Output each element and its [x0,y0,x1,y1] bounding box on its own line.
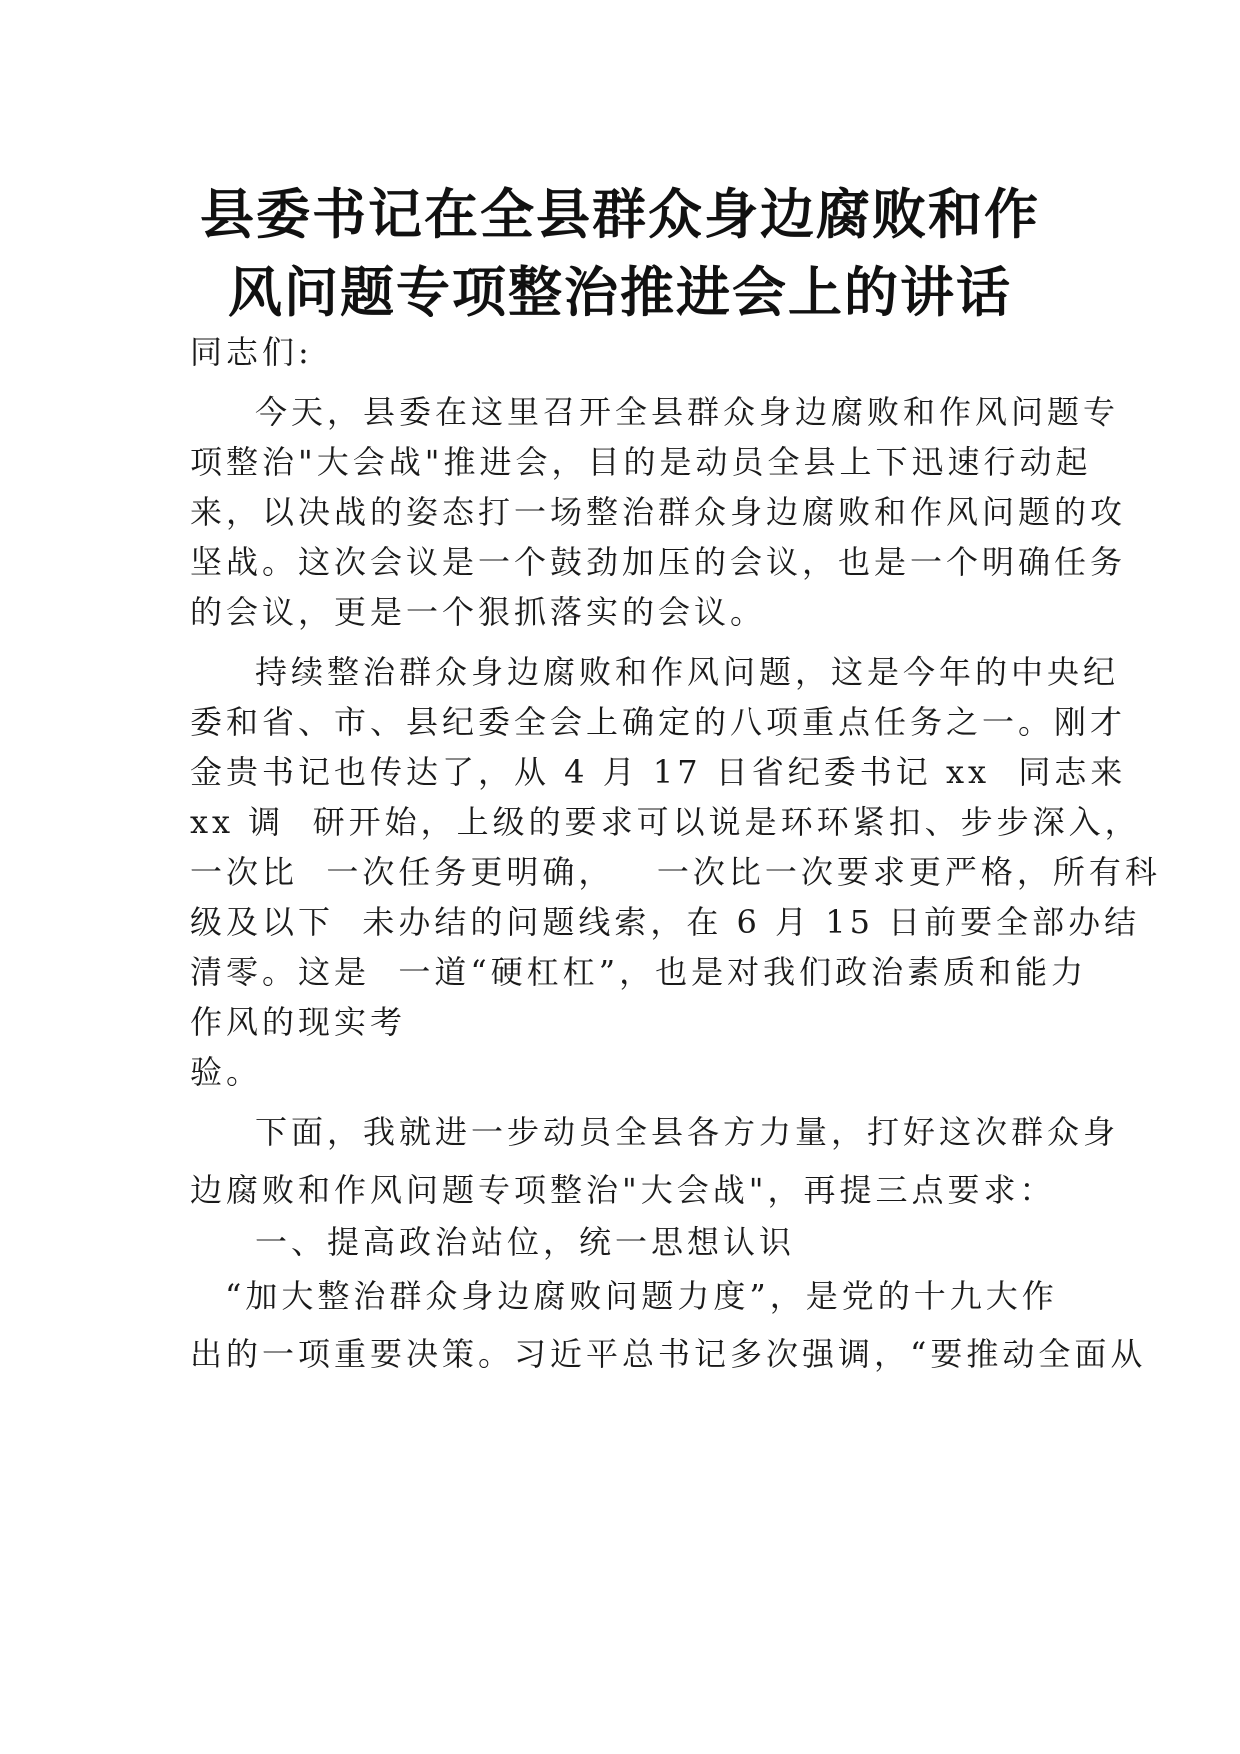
paragraph-line: 金贵书记也传达了，从 4 月 17 日省纪委书记 xx 同志来 [190,753,1127,791]
paragraph-line: 下面，我就进一步动员全县各方力量，打好这次群众身 [255,1113,1120,1151]
paragraph-line: 委和省、市、县纪委全会上确定的八项重点任务之一。刚才 [190,703,1127,741]
paragraph-line: 一次比 一次任务更明确， 一次比一次要求更严格，所有科 [190,853,1161,891]
paragraph-line: 验。 [190,1053,263,1091]
paragraph-line: 出的一项重要决策。习近平总书记多次强调，“要推动全面从 [190,1335,1147,1373]
paragraph-line: 清零。这是 一道“硬杠杠”，也是对我们政治素质和能力 [190,953,1088,991]
paragraph-line: 的会议，更是一个狠抓落实的会议。 [190,593,767,631]
document-title-line-1: 县委书记在全县群众身边腐败和作 [200,183,1040,246]
paragraph-line: “加大整治群众身边腐败问题力度”，是党的十九大作 [225,1277,1058,1315]
document-title-line-2: 风问题专项整治推进会上的讲话 [228,261,1012,324]
paragraph-line: 今天，县委在这里召开全县群众身边腐败和作风问题专 [255,393,1120,431]
paragraph-line: 坚战。这次会议是一个鼓劲加压的会议，也是一个明确任务 [190,543,1127,581]
paragraph-line: 级及以下 未办结的问题线索，在 6 月 15 日前要全部办结 [190,903,1141,941]
paragraph-line: 持续整治群众身边腐败和作风问题，这是今年的中央纪 [255,653,1120,691]
paragraph-line: 边腐败和作风问题专项整治"大会战"，再提三点要求： [190,1171,1056,1209]
paragraph-line: xx 调 研开始，上级的要求可以说是环环紧扣、步步深入， [190,803,1141,841]
paragraph-line: 作风的现实考 [190,1003,407,1041]
salutation: 同志们: [190,333,313,371]
paragraph-line: 项整治"大会战"推进会，目的是动员全县上下迅速行动起 [190,443,1092,481]
section-heading: 一、提高政治站位，统一思想认识 [255,1223,796,1261]
paragraph-line: 来，以决战的姿态打一场整治群众身边腐败和作风问题的攻 [190,493,1127,531]
